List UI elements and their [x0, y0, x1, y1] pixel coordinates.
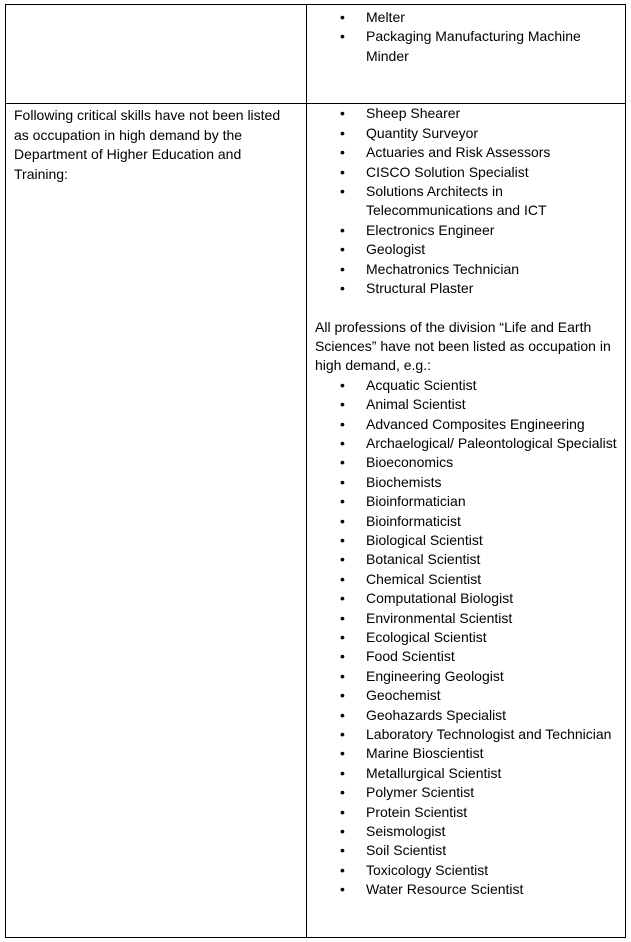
- table-row: [6, 104, 626, 938]
- list-item: • Bioinformaticist: [307, 512, 625, 531]
- row1-right-cell: [307, 5, 626, 104]
- list-item: • Electronics Engineer: [307, 221, 625, 240]
- list-item: • Chemical Scientist: [307, 570, 625, 589]
- life-earth-sciences-paragraph: All professions of the division “Life and Earth Sciences” have not been listed as occupation in high demand, e.g.:: [315, 318, 611, 374]
- list-item: • Computational Biologist: [307, 589, 625, 608]
- list-item: • Acquatic Scientist: [307, 376, 625, 395]
- list-item: • CISCO Solution Specialist: [307, 163, 625, 182]
- list-item: • Protein Scientist: [307, 803, 625, 822]
- row1-left-text: [6, 5, 306, 7]
- list-item: • Mechatronics Technician: [307, 260, 625, 279]
- list-item: • Archaelogical/ Paleontological Specialist: [307, 434, 625, 453]
- list-item: • Seismologist: [307, 822, 625, 841]
- list-item: • Structural Plaster: [307, 279, 625, 298]
- list-item: • Packaging Manufacturing Machine Minder: [307, 27, 625, 66]
- list-item: • Bioinformatician: [307, 492, 625, 511]
- list-item: • Advanced Composites Engineering: [307, 415, 625, 434]
- critical-skills-list: [307, 104, 625, 298]
- list-item: • Soil Scientist: [307, 841, 625, 860]
- list-item: • Geologist: [307, 240, 625, 259]
- skills-table: [5, 4, 626, 938]
- list-item: • Animal Scientist: [307, 395, 625, 414]
- list-item: • Toxicology Scientist: [307, 861, 625, 880]
- list-item: • Biological Scientist: [307, 531, 625, 550]
- list-item: • Geochemist: [307, 686, 625, 705]
- list-item: • Laboratory Technologist and Technician: [307, 725, 625, 744]
- table-row: [6, 5, 626, 104]
- list-item: • Engineering Geologist: [307, 667, 625, 686]
- list-item: • Metallurgical Scientist: [307, 764, 625, 783]
- list-item: • Polymer Scientist: [307, 783, 625, 802]
- list-item: • Biochemists: [307, 473, 625, 492]
- list-item: • Botanical Scientist: [307, 550, 625, 569]
- row2-left-cell: [6, 104, 307, 938]
- list-item: • Actuaries and Risk Assessors: [307, 143, 625, 162]
- life-earth-sciences-list: [307, 376, 625, 900]
- list-item: • Ecological Scientist: [307, 628, 625, 647]
- row2-right-cell: [307, 104, 626, 938]
- list-item: • Marine Bioscientist: [307, 744, 625, 763]
- list-item: • Food Scientist: [307, 647, 625, 666]
- row2-left-text: Following critical skills have not been listed as occupation in high demand by the Department of Higher Education and Training:: [14, 107, 281, 182]
- list-item: • Bioeconomics: [307, 453, 625, 472]
- list-item: • Solutions Architects in Telecommunications and ICT: [307, 182, 625, 221]
- list-item: • Quantity Surveyor: [307, 124, 625, 143]
- list-item: • Water Resource Scientist: [307, 880, 625, 899]
- list-item: • Geohazards Specialist: [307, 706, 625, 725]
- list-item: • Environmental Scientist: [307, 609, 625, 628]
- list-item: • Melter: [307, 8, 625, 27]
- row1-left-cell: [6, 5, 307, 104]
- row1-occupation-list: [307, 8, 625, 66]
- list-item: • Sheep Shearer: [307, 104, 625, 123]
